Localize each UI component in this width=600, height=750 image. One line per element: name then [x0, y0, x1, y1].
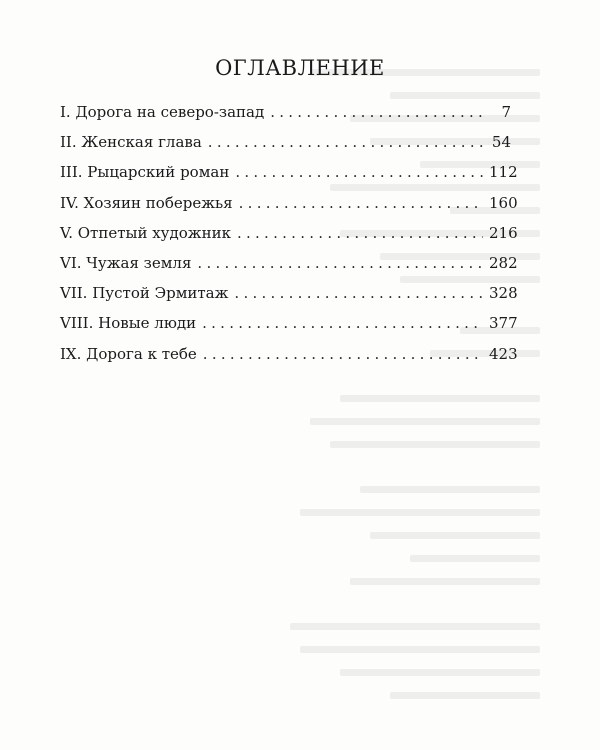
dot-leader [234, 284, 483, 302]
toc-entry-page-number: 282 [489, 253, 518, 272]
toc-entry-page-number: 7 [501, 103, 511, 121]
toc-entry-page-number: 377 [489, 314, 518, 333]
toc-entry [60, 284, 518, 314]
dot-leader [202, 314, 483, 332]
toc-entry [60, 314, 518, 344]
toc-entry [60, 193, 518, 224]
toc-entry [60, 103, 511, 133]
dot-leader [235, 163, 483, 181]
toc-entry-title: II. Женская глава [60, 133, 202, 152]
toc-entry-page-number: 112 [489, 163, 518, 182]
toc-entry-title: VII. Пустой Эрмитаж [60, 284, 229, 303]
toc-entry-title: VIII. Новые люди [60, 314, 197, 333]
toc-entry-page-number: 423 [489, 344, 518, 363]
dot-leader [270, 103, 483, 121]
dot-leader [208, 133, 483, 151]
toc-entry-title: V. Отпетый художник [60, 223, 231, 242]
toc-entry-page-number: 160 [489, 193, 518, 212]
toc-entry [60, 223, 518, 254]
toc-entry-page-number: 216 [489, 223, 518, 242]
toc-entry-title: I. Дорога на северо-запад [60, 103, 265, 121]
toc-entry-page-number: 54 [491, 133, 511, 152]
dot-leader [203, 345, 483, 363]
toc-entry-title: IX. Дорога к тебе [60, 344, 197, 363]
toc-entry-title: IV. Хозяин побережья [60, 193, 233, 212]
table-of-contents [60, 103, 518, 375]
toc-entry [60, 163, 518, 193]
toc-entry [60, 344, 518, 375]
toc-entry [60, 133, 511, 163]
dot-leader [237, 224, 483, 242]
toc-entry-title: III. Рыцарский роман [60, 163, 230, 182]
toc-entry-page-number: 328 [489, 284, 518, 303]
dot-leader [239, 194, 483, 212]
toc-entry-title: VI. Чужая земля [60, 253, 192, 272]
dot-leader [197, 254, 483, 272]
toc-entry [60, 253, 518, 284]
page-title: ОГЛАВЛЕНИЕ [215, 56, 385, 80]
